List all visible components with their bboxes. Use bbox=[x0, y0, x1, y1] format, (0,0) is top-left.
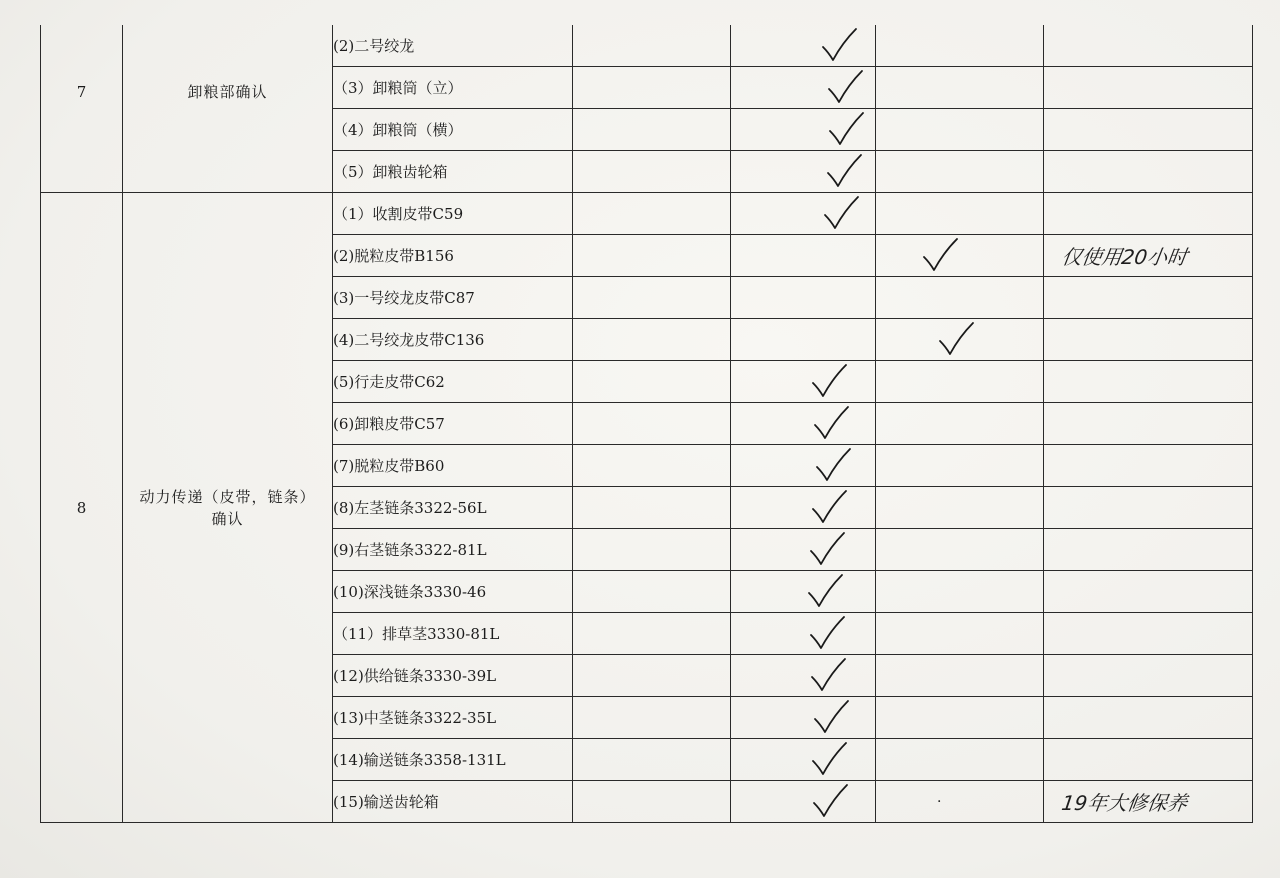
ink-dot: · bbox=[937, 794, 942, 810]
item-label: (12)供给链条3330-39L bbox=[333, 655, 573, 697]
status-cell bbox=[1044, 109, 1253, 151]
status-cell bbox=[876, 151, 1044, 193]
status-cell bbox=[573, 739, 731, 781]
status-cell bbox=[573, 655, 731, 697]
group-number: 7 bbox=[41, 25, 123, 193]
check-mark-icon bbox=[807, 615, 847, 651]
check-mark-icon bbox=[826, 111, 866, 147]
status-cell bbox=[876, 655, 1044, 697]
status-cell bbox=[876, 781, 1044, 823]
status-cell bbox=[573, 403, 731, 445]
status-cell bbox=[731, 697, 876, 739]
status-cell bbox=[1044, 655, 1253, 697]
item-label: (6)卸粮皮带C57 bbox=[333, 403, 573, 445]
status-cell bbox=[573, 361, 731, 403]
status-cell bbox=[876, 697, 1044, 739]
status-cell bbox=[731, 529, 876, 571]
check-mark-icon bbox=[813, 447, 853, 483]
status-cell bbox=[876, 277, 1044, 319]
status-cell bbox=[1044, 361, 1253, 403]
item-label: (9)右茎链条3322-81L bbox=[333, 529, 573, 571]
item-label: （4）卸粮筒（横） bbox=[333, 109, 573, 151]
status-cell bbox=[731, 781, 876, 823]
status-cell bbox=[731, 655, 876, 697]
check-mark-icon bbox=[810, 783, 850, 819]
inspection-table bbox=[40, 25, 1253, 823]
status-cell bbox=[573, 235, 731, 277]
check-mark-icon bbox=[825, 69, 865, 105]
status-cell bbox=[1044, 487, 1253, 529]
status-cell bbox=[573, 613, 731, 655]
status-cell bbox=[731, 319, 876, 361]
check-mark-icon bbox=[809, 741, 849, 777]
status-cell bbox=[1044, 25, 1253, 67]
status-cell bbox=[1044, 781, 1253, 823]
status-cell bbox=[573, 193, 731, 235]
status-cell bbox=[876, 109, 1044, 151]
status-cell bbox=[573, 109, 731, 151]
status-cell bbox=[731, 109, 876, 151]
item-label: （1）收割皮带C59 bbox=[333, 193, 573, 235]
item-label: (8)左茎链条3322-56L bbox=[333, 487, 573, 529]
status-cell bbox=[573, 67, 731, 109]
status-cell bbox=[1044, 571, 1253, 613]
check-mark-icon bbox=[808, 657, 848, 693]
status-cell bbox=[876, 739, 1044, 781]
status-cell bbox=[573, 445, 731, 487]
status-cell bbox=[876, 67, 1044, 109]
status-cell bbox=[731, 445, 876, 487]
group-name-text: 动力传递（皮带，链条）确认 bbox=[139, 487, 316, 528]
status-cell bbox=[573, 781, 731, 823]
status-cell bbox=[731, 403, 876, 445]
status-cell bbox=[876, 571, 1044, 613]
status-cell bbox=[1044, 235, 1253, 277]
item-label: (2)二号绞龙 bbox=[333, 25, 573, 67]
status-cell bbox=[1044, 529, 1253, 571]
status-cell bbox=[731, 25, 876, 67]
status-cell bbox=[731, 277, 876, 319]
group-number: 8 bbox=[41, 193, 123, 823]
status-cell bbox=[876, 445, 1044, 487]
status-cell bbox=[731, 235, 876, 277]
status-cell bbox=[876, 235, 1044, 277]
status-cell bbox=[731, 67, 876, 109]
status-cell bbox=[573, 487, 731, 529]
status-cell bbox=[876, 403, 1044, 445]
item-label: (2)脱粒皮带B156 bbox=[333, 235, 573, 277]
status-cell bbox=[731, 613, 876, 655]
check-mark-icon bbox=[811, 699, 851, 735]
status-cell bbox=[1044, 445, 1253, 487]
check-mark-icon bbox=[936, 321, 976, 357]
status-cell bbox=[731, 487, 876, 529]
status-cell bbox=[573, 319, 731, 361]
check-mark-icon bbox=[821, 195, 861, 231]
item-label: (4)二号绞龙皮带C136 bbox=[333, 319, 573, 361]
check-mark-icon bbox=[920, 237, 960, 273]
check-mark-icon bbox=[809, 363, 849, 399]
status-cell bbox=[573, 277, 731, 319]
item-label: (5)行走皮带C62 bbox=[333, 361, 573, 403]
item-label: (10)深浅链条3330-46 bbox=[333, 571, 573, 613]
status-cell bbox=[573, 571, 731, 613]
status-cell bbox=[876, 613, 1044, 655]
status-cell bbox=[731, 739, 876, 781]
check-mark-icon bbox=[811, 405, 851, 441]
status-cell bbox=[876, 361, 1044, 403]
check-mark-icon bbox=[807, 531, 847, 567]
handwritten-note: 仅使用20小时 bbox=[1060, 245, 1189, 269]
status-cell bbox=[731, 571, 876, 613]
item-label: (15)输送齿轮箱 bbox=[333, 781, 573, 823]
item-label: (3)一号绞龙皮带C87 bbox=[333, 277, 573, 319]
table-row bbox=[41, 25, 1253, 67]
status-cell bbox=[573, 697, 731, 739]
handwritten-note: 19年大修保养 bbox=[1060, 791, 1189, 815]
group-name bbox=[123, 25, 333, 193]
status-cell bbox=[1044, 67, 1253, 109]
status-cell bbox=[1044, 193, 1253, 235]
item-label: (7)脱粒皮带B60 bbox=[333, 445, 573, 487]
item-label: (13)中茎链条3322-35L bbox=[333, 697, 573, 739]
status-cell bbox=[731, 193, 876, 235]
status-cell bbox=[1044, 151, 1253, 193]
status-cell bbox=[1044, 319, 1253, 361]
status-cell bbox=[876, 25, 1044, 67]
status-cell bbox=[876, 487, 1044, 529]
check-mark-icon bbox=[805, 573, 845, 609]
table-row bbox=[41, 193, 1253, 235]
item-label: （11）排草茎3330-81L bbox=[333, 613, 573, 655]
item-label: （3）卸粮筒（立） bbox=[333, 67, 573, 109]
status-cell bbox=[1044, 403, 1253, 445]
status-cell bbox=[1044, 277, 1253, 319]
group-name bbox=[123, 193, 333, 823]
status-cell bbox=[573, 151, 731, 193]
status-cell bbox=[1044, 613, 1253, 655]
status-cell bbox=[731, 361, 876, 403]
status-cell bbox=[1044, 697, 1253, 739]
check-mark-icon bbox=[824, 153, 864, 189]
status-cell bbox=[1044, 739, 1253, 781]
inspection-table-body bbox=[41, 25, 1253, 823]
status-cell bbox=[876, 529, 1044, 571]
status-cell bbox=[573, 25, 731, 67]
check-mark-icon bbox=[809, 489, 849, 525]
status-cell bbox=[731, 151, 876, 193]
status-cell bbox=[573, 529, 731, 571]
check-mark-icon bbox=[819, 27, 859, 63]
item-label: （5）卸粮齿轮箱 bbox=[333, 151, 573, 193]
status-cell bbox=[876, 319, 1044, 361]
item-label: (14)输送链条3358-131L bbox=[333, 739, 573, 781]
status-cell bbox=[876, 193, 1044, 235]
group-name-text: 卸粮部确认 bbox=[187, 83, 268, 101]
